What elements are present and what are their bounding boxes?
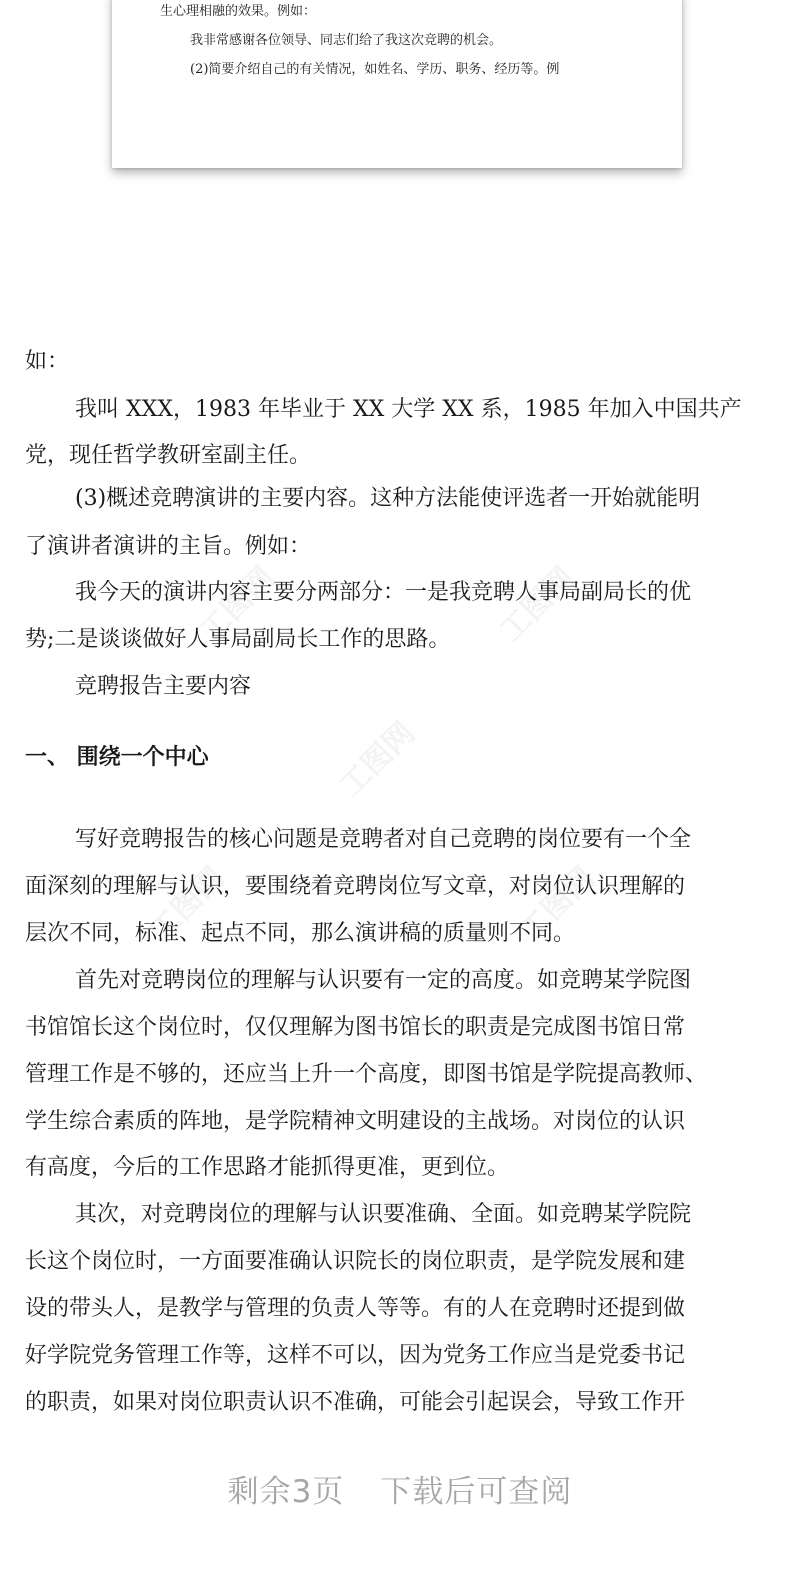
paragraph-line: 我叫 XXX，1983 年毕业于 XX 大学 XX 系，1985 年加入中国共产	[75, 397, 742, 422]
paragraph-line: 其次，对竞聘岗位的理解与认识要准确、全面。如竞聘某学院院	[75, 1202, 692, 1227]
paragraph-line: 书馆馆长这个岗位时，仅仅理解为图书馆长的职责是完成图书馆日常	[25, 1015, 686, 1040]
preview-line: 生心理相融的效果。例如：	[160, 4, 317, 19]
watermark: 工图网	[143, 860, 232, 949]
paragraph-line: 学生综合素质的阵地，是学院精神文明建设的主战场。对岗位的认识	[25, 1109, 686, 1134]
watermark: 工图网	[193, 560, 282, 649]
paragraph-line: 管理工作是不够的，还应当上升一个高度，即图书馆是学院提高教师、	[25, 1062, 708, 1087]
paragraph-line: (3)概述竞聘演讲的主要内容。这种方法能使评选者一开始就能明	[75, 486, 701, 511]
paragraph-line: 面深刻的理解与认识，要围绕着竞聘岗位写文章，对岗位认识理解的	[25, 874, 686, 899]
paragraph-line: 竞聘报告主要内容	[75, 674, 252, 699]
paragraph-line: 好学院党务管理工作等，这样不可以，因为党务工作应当是党委书记	[25, 1343, 686, 1368]
paragraph-line: 我今天的演讲内容主要分两部分：一是我竞聘人事局副局长的优	[75, 580, 692, 605]
paragraph-line: 党，现任哲学教研室副主任。	[25, 443, 312, 468]
paragraph-line: 写好竞聘报告的核心问题是竞聘者对自己竞聘的岗位要有一个全	[75, 827, 692, 852]
download-to-view-label: 下载后可查阅	[380, 1474, 573, 1510]
remaining-pages-label: 剩余3页	[227, 1474, 345, 1510]
paragraph-line: 首先对竞聘岗位的理解与认识要有一定的高度。如竞聘某学院图	[75, 968, 692, 993]
watermark: 工图网	[493, 560, 582, 649]
paragraph-line: 层次不同，标准、起点不同，那么演讲稿的质量则不同。	[25, 921, 576, 946]
preview-line: 我非常感谢各位领导、同志们给了我这次竞聘的机会。	[190, 33, 503, 48]
watermark: 工图网	[333, 715, 422, 804]
paragraph-line: 的职责，如果对岗位职责认识不准确，可能会引起误会，导致工作开	[25, 1390, 686, 1415]
page-preview-card	[112, 0, 682, 168]
paragraph-line: 长这个岗位时，一方面要准确认识院长的岗位职责，是学院发展和建	[25, 1249, 686, 1274]
paragraph-line: 势;二是谈谈做好人事局副局长工作的思路。	[25, 627, 451, 652]
paragraph-line: 如：	[25, 349, 70, 374]
section-heading: 一、 围绕一个中心	[25, 745, 209, 770]
watermark: 工图网	[513, 860, 602, 949]
download-prompt[interactable]	[0, 1472, 800, 1512]
paragraph-line: 有高度，今后的工作思路才能抓得更准，更到位。	[25, 1155, 510, 1180]
preview-line: (2)简要介绍自己的有关情况，如姓名、学历、职务、经历等。例	[190, 62, 560, 77]
paragraph-line: 设的带头人，是教学与管理的负责人等等。有的人在竞聘时还提到做	[25, 1296, 686, 1321]
paragraph-line: 了演讲者演讲的主旨。例如：	[25, 534, 312, 559]
